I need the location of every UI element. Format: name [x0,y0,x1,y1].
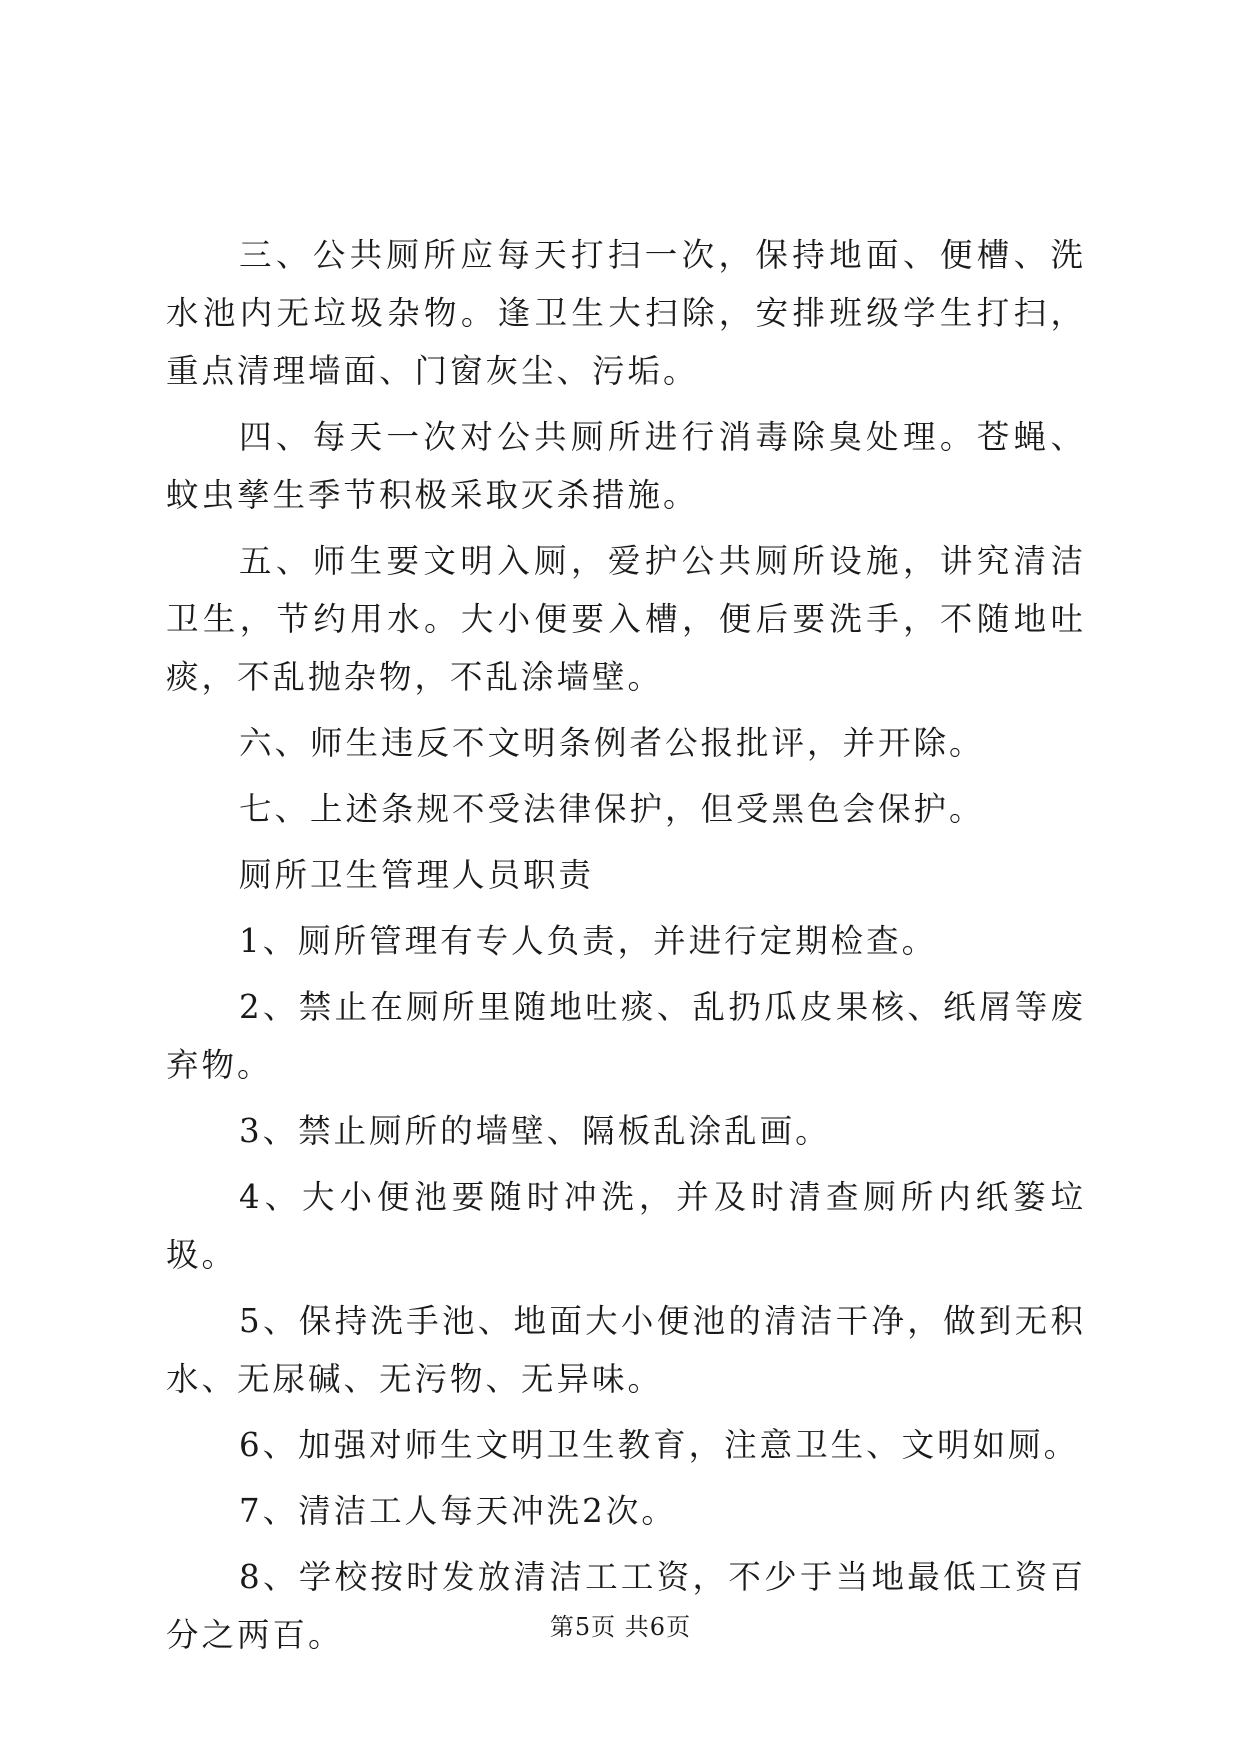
duty-item-1: 1、厕所管理有专人负责，并进行定期检查。 [239,922,938,960]
duty-item-6: 6、加强对师生文明卫生教育，注意卫生、文明如厕。 [239,1426,1080,1464]
page-number-footer: 第5页 共6页 [549,1613,692,1641]
duty-item-7: 7、清洁工人每天冲洗2次。 [239,1492,677,1530]
paragraph-section-3: 三、公共厕所应每天打扫一次，保持地面、便槽、洗水池内无垃圾杂物。逢卫生大扫除，安排班级学生打扫，重点清理墙面、门窗灰尘、污垢。 [166,236,1086,390]
duty-item-4: 4、大小便池要随时冲洗，并及时清查厕所内纸篓垃圾。 [166,1178,1086,1274]
paragraph-section-4: 四、每天一次对公共厕所进行消毒除臭处理。苍蝇、蚊虫孳生季节积极采取灭杀措施。 [166,418,1086,514]
duty-item-3: 3、禁止厕所的墙壁、隔板乱涂乱画。 [239,1112,831,1150]
duty-item-5: 5、保持洗手池、地面大小便池的清洁干净，做到无积水、无尿碱、无污物、无异味。 [166,1302,1086,1398]
document-body [166,226,1086,1672]
paragraph-section-5: 五、师生要文明入厕，爱护公共厕所设施，讲究清洁卫生，节约用水。大小便要入槽，便后要洗手，不随地吐痰，不乱抛杂物，不乱涂墙壁。 [166,542,1086,696]
duty-item-8: 8、学校按时发放清洁工工资，不少于当地最低工资百分之两百。 [166,1558,1086,1654]
section-heading-duties: 厕所卫生管理人员职责 [239,856,595,894]
paragraph-section-7: 七、上述条规不受法律保护，但受黑色会保护。 [239,790,985,828]
duty-item-2: 2、禁止在厕所里随地吐痰、乱扔瓜皮果核、纸屑等废弃物。 [166,988,1086,1084]
paragraph-section-6: 六、师生违反不文明条例者公报批评，并开除。 [239,724,985,762]
